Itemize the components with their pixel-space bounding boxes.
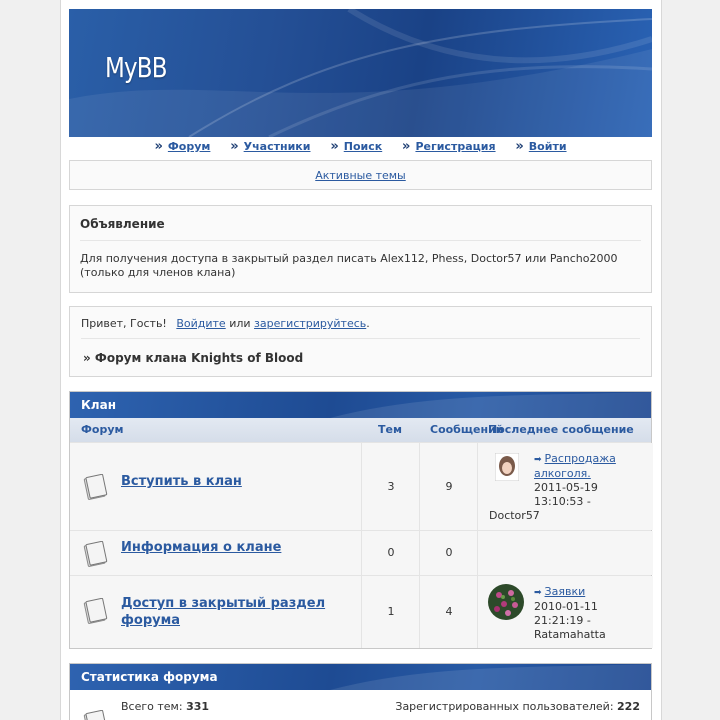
nav-item-members[interactable] bbox=[230, 139, 310, 154]
topics-count: 0 bbox=[387, 546, 395, 559]
last-post-link[interactable]: Распродажа алкоголя. bbox=[534, 452, 616, 480]
col-forum: Форум bbox=[81, 423, 124, 436]
forum-read-icon bbox=[82, 598, 108, 624]
dot-text: . bbox=[366, 317, 370, 330]
topics-count: 1 bbox=[387, 605, 395, 618]
forum-link[interactable]: Вступить в клан bbox=[121, 474, 242, 489]
stat-total-topics bbox=[121, 700, 209, 713]
stat-topics-value: 331 bbox=[186, 700, 210, 713]
stats-icon bbox=[82, 710, 108, 720]
stat-registered-users bbox=[395, 700, 640, 713]
posts-count: 0 bbox=[445, 546, 453, 559]
col-last-post: Последнее сообщение bbox=[488, 423, 634, 436]
page-container bbox=[60, 0, 662, 720]
login-link[interactable]: Войдите bbox=[176, 317, 226, 330]
forum-read-icon bbox=[82, 474, 108, 500]
stat-topics-label: Всего тем: bbox=[121, 700, 183, 713]
announcement-text: Для получения доступа в закрытый раздел писать Alex112, Phess, Doctor57 или Pancho2000 (только для членов клана) bbox=[80, 252, 618, 279]
header-banner bbox=[69, 9, 652, 137]
last-post-author[interactable]: Doctor57 bbox=[489, 509, 540, 522]
register-link[interactable]: зарегистрируйтесь bbox=[254, 317, 367, 330]
announcement-box bbox=[69, 205, 652, 293]
last-post-time: 13:10:53 - bbox=[534, 495, 591, 508]
nav-item-login[interactable] bbox=[515, 139, 566, 154]
stat-users-value: 222 bbox=[617, 700, 640, 713]
nav-arrow-icon: » bbox=[330, 139, 339, 154]
active-topics-bar bbox=[69, 160, 652, 190]
nav-arrow-icon: » bbox=[402, 139, 411, 154]
nav-link-register[interactable]: Регистрация bbox=[415, 140, 496, 153]
posts-count: 9 bbox=[445, 480, 453, 493]
last-post-info bbox=[489, 452, 649, 523]
active-topics-link[interactable]: Активные темы bbox=[315, 169, 406, 182]
col-posts: Сообщений bbox=[430, 423, 504, 436]
nav-item-search[interactable] bbox=[330, 139, 382, 154]
go-to-post-icon[interactable]: ➡ bbox=[534, 455, 542, 465]
forum-row bbox=[70, 442, 651, 530]
category-title[interactable] bbox=[70, 392, 651, 418]
nav-arrow-icon: » bbox=[515, 139, 524, 154]
header-swoosh bbox=[70, 392, 651, 418]
last-post-date: 2011-05-19 bbox=[534, 481, 598, 494]
last-post-info bbox=[489, 585, 649, 642]
go-to-post-icon[interactable]: ➡ bbox=[534, 588, 542, 598]
last-post-link[interactable]: Заявки bbox=[544, 585, 586, 598]
forum-row bbox=[70, 575, 651, 648]
guest-greeting bbox=[81, 317, 640, 339]
stats-title-text: Статистика форума bbox=[81, 670, 218, 684]
column-headers bbox=[70, 418, 651, 442]
forum-read-icon bbox=[82, 541, 108, 567]
welcome-box bbox=[69, 306, 652, 377]
nav-link-members[interactable]: Участники bbox=[243, 140, 311, 153]
nav-link-forum[interactable]: Форум bbox=[167, 140, 211, 153]
nav-link-login[interactable]: Войти bbox=[528, 140, 567, 153]
nav-arrow-icon: » bbox=[154, 139, 163, 154]
nav-link-search[interactable]: Поиск bbox=[343, 140, 383, 153]
forum-link[interactable]: Информация о клане bbox=[121, 540, 282, 555]
forum-link[interactable]: Доступ в закрытый раздел форума bbox=[121, 596, 326, 628]
category-table-clan bbox=[69, 391, 652, 649]
nav-item-register[interactable] bbox=[402, 139, 496, 154]
breadcrumb: » Форум клана Knights of Blood bbox=[83, 351, 304, 365]
col-topics: Тем bbox=[378, 423, 402, 436]
forum-stats-table bbox=[69, 663, 652, 720]
last-post-date: 2010-01-11 bbox=[534, 600, 598, 613]
last-post-time: 21:21:19 - bbox=[534, 614, 591, 627]
main-navigation bbox=[69, 139, 652, 157]
last-post-cell bbox=[478, 531, 653, 575]
forum-row bbox=[70, 530, 651, 575]
stats-title[interactable] bbox=[70, 664, 651, 690]
announcement-title: Объявление bbox=[80, 217, 641, 241]
topics-count: 3 bbox=[387, 480, 395, 493]
nav-arrow-icon: » bbox=[230, 139, 239, 154]
site-logo[interactable]: MyBB bbox=[105, 51, 167, 84]
greeting-text: Привет, Гость! bbox=[81, 317, 167, 330]
posts-count: 4 bbox=[445, 605, 453, 618]
or-text: или bbox=[229, 317, 251, 330]
stat-users-label: Зарегистрированных пользователей: bbox=[395, 700, 614, 713]
category-title-text: Клан bbox=[81, 398, 116, 412]
last-post-author[interactable]: Ratamahatta bbox=[534, 628, 606, 641]
nav-item-forum[interactable] bbox=[154, 139, 210, 154]
